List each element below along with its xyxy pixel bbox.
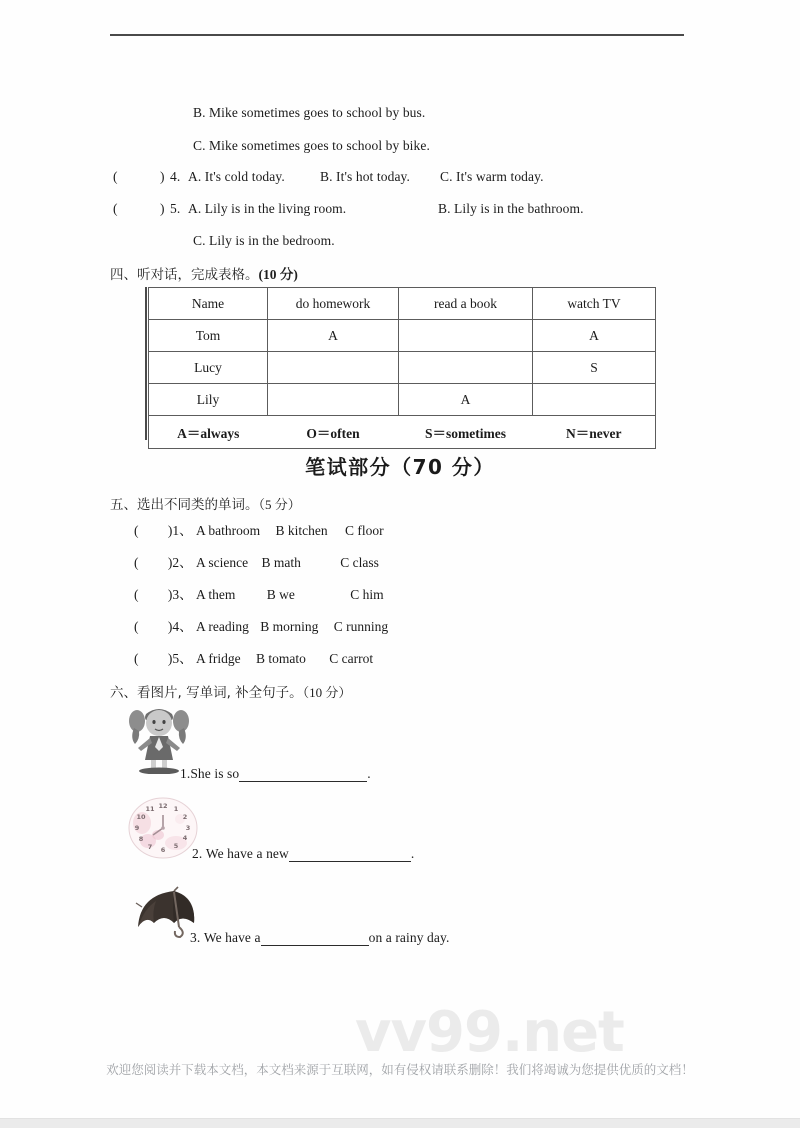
s5-item-5-number: 5、 xyxy=(172,651,193,666)
s5-item-3-number: 3、 xyxy=(172,587,193,602)
q4-number: 4. xyxy=(170,169,181,184)
page-bottom-strip xyxy=(0,1118,800,1128)
s5-item-5 xyxy=(134,647,373,667)
table-left-accent-bar xyxy=(145,287,147,440)
section-five-heading xyxy=(110,493,301,513)
clock-num-4: 4 xyxy=(182,834,188,842)
clock-num-5: 5 xyxy=(173,842,179,850)
s5-item-3-paren-open: ( xyxy=(134,587,139,602)
q5-option-b: B. Lily is in the bathroom. xyxy=(438,201,584,216)
clock-illustration-svg xyxy=(128,797,198,859)
s6-q3-sentence xyxy=(190,930,449,946)
table-legend-row xyxy=(149,416,656,449)
q5-option-c: C. Lily is in the bedroom. xyxy=(193,233,335,248)
s5-item-1-option-c[interactable]: C floor xyxy=(345,523,384,538)
s6-q3-suffix: on a rainy day. xyxy=(368,930,450,945)
clock-num-8: 8 xyxy=(138,835,144,843)
table-cell[interactable]: A xyxy=(399,384,533,416)
table-cell[interactable] xyxy=(399,352,533,384)
s6-q2-prefix: We have a new xyxy=(205,846,289,861)
s6-q2-blank[interactable] xyxy=(289,848,411,862)
s6-q3-blank[interactable] xyxy=(261,932,369,946)
s5-item-2-number: 2、 xyxy=(172,555,193,570)
s5-item-4-option-b[interactable]: B morning xyxy=(260,619,319,634)
s5-item-3-paren-close: ) xyxy=(167,587,173,602)
clock-num-9: 9 xyxy=(134,824,140,832)
homework-habits-table xyxy=(148,287,656,449)
s5-item-4-option-c[interactable]: C running xyxy=(333,619,389,634)
s5-item-1-number: 1、 xyxy=(172,523,193,538)
section-five-heading-text: 五、选出不同类的单词。 xyxy=(110,497,259,513)
q4-paren-close: ) xyxy=(160,169,165,184)
s6-q2-number: 2. xyxy=(192,846,203,861)
s5-item-3 xyxy=(134,583,384,603)
table-header-cell: watch TV xyxy=(533,288,656,320)
section-five-points: （5 分） xyxy=(258,497,301,512)
table-row xyxy=(149,384,656,416)
table-cell[interactable] xyxy=(399,320,533,352)
s5-item-1 xyxy=(134,519,384,539)
s5-item-3-option-c[interactable]: C him xyxy=(350,587,384,602)
table-cell[interactable]: A xyxy=(533,320,656,352)
clock-illustration xyxy=(128,797,198,859)
table-cell[interactable]: A xyxy=(268,320,399,352)
table-cell[interactable] xyxy=(533,384,656,416)
table-cell: Tom xyxy=(149,320,268,352)
s5-item-2 xyxy=(134,551,379,571)
clock-num-10: 10 xyxy=(136,813,146,821)
footer-disclaimer: 欢迎您阅读并下载本文档，本文档来源于互联网，如有侵权请联系删除！我们将竭诚为您提供优质的文档！ xyxy=(106,1062,694,1077)
girl-illustration-svg xyxy=(128,704,190,774)
s5-item-1-option-b[interactable]: B kitchen xyxy=(275,523,328,538)
table-header-cell: do homework xyxy=(268,288,399,320)
s5-item-2-paren-open: ( xyxy=(134,555,139,570)
q5-number: 5. xyxy=(170,201,181,216)
s5-item-3-option-b[interactable]: B we xyxy=(266,587,295,602)
section-four-points: (10 分) xyxy=(258,267,298,282)
s6-q3-prefix: We have a xyxy=(203,930,261,945)
q5-paren-open: ( xyxy=(113,201,118,216)
q4-option-a: A. It's cold today. xyxy=(188,169,285,184)
s5-item-4-paren-close: ) xyxy=(167,619,173,634)
listening-option-c: C. Mike sometimes goes to school by bike. xyxy=(193,138,430,153)
girl-illustration xyxy=(128,704,190,774)
table-row xyxy=(149,352,656,384)
legend-cell: S＝sometimes xyxy=(399,416,533,449)
s5-item-3-option-a[interactable]: A them xyxy=(196,587,236,602)
q5-option-a: A. Lily is in the living room. xyxy=(188,201,347,216)
s6-q3-number: 3. xyxy=(190,930,201,945)
s5-item-5-option-b[interactable]: B tomato xyxy=(256,651,306,666)
clock-num-6: 6 xyxy=(160,846,166,854)
section-four-heading xyxy=(110,263,298,283)
section-six-heading-text: 六、看图片, 写单词, 补全句子。 xyxy=(110,685,303,701)
s5-item-4-paren-open: ( xyxy=(134,619,139,634)
table-header-cell: Name xyxy=(149,288,268,320)
table-cell[interactable]: S xyxy=(533,352,656,384)
q4-option-c: C. It's warm today. xyxy=(440,169,544,184)
s5-item-5-option-a[interactable]: A fridge xyxy=(196,651,241,666)
s6-q1-sentence xyxy=(180,766,371,782)
s6-q2-suffix: . xyxy=(410,846,415,861)
s5-item-5-option-c[interactable]: C carrot xyxy=(329,651,374,666)
s6-q1-blank[interactable] xyxy=(239,768,367,782)
s5-item-5-paren-open: ( xyxy=(134,651,139,666)
clock-num-12: 12 xyxy=(158,802,168,810)
s5-item-5-paren-close: ) xyxy=(167,651,173,666)
table-cell[interactable] xyxy=(268,384,399,416)
s6-q1-prefix: She is so xyxy=(190,766,240,781)
s5-item-2-option-b[interactable]: B math xyxy=(261,555,301,570)
listening-option-b: B. Mike sometimes goes to school by bus. xyxy=(193,105,426,120)
s5-item-4-option-a[interactable]: A reading xyxy=(196,619,249,634)
table-cell[interactable] xyxy=(268,352,399,384)
table-header-row xyxy=(149,288,656,320)
section-six-heading xyxy=(110,681,351,701)
table-row xyxy=(149,320,656,352)
s6-q1-number: 1. xyxy=(180,766,191,781)
section-six-points: （10 分） xyxy=(302,685,352,700)
s5-item-1-paren-close: ) xyxy=(167,523,173,538)
section-four-heading-text: 四、听对话，完成表格。 xyxy=(110,267,259,283)
table-cell: Lily xyxy=(149,384,268,416)
clock-num-3: 3 xyxy=(185,824,191,832)
header-divider xyxy=(110,34,684,36)
site-watermark: vv99.net xyxy=(355,1000,624,1065)
clock-num-7: 7 xyxy=(147,843,153,851)
written-part-title: 笔试部分（70 分） xyxy=(305,455,495,479)
s6-q1-suffix: . xyxy=(367,766,371,781)
legend-cell: N＝never xyxy=(533,416,656,449)
clock-num-1: 1 xyxy=(173,805,179,813)
s5-item-4-number: 4、 xyxy=(172,619,193,634)
q5-paren-close: ) xyxy=(160,201,165,216)
s5-item-2-paren-close: ) xyxy=(167,555,173,570)
s6-q2-sentence xyxy=(192,846,414,862)
clock-num-2: 2 xyxy=(182,813,188,821)
s5-item-1-option-a[interactable]: A bathroom xyxy=(196,523,261,538)
s5-item-2-option-a[interactable]: A science xyxy=(196,555,249,570)
legend-cell: A＝always xyxy=(149,416,268,449)
s5-item-1-paren-open: ( xyxy=(134,523,139,538)
table-cell: Lucy xyxy=(149,352,268,384)
clock-num-11: 11 xyxy=(145,805,155,813)
table-header-cell: read a book xyxy=(399,288,533,320)
s5-item-2-option-c[interactable]: C class xyxy=(340,555,379,570)
q4-paren-open: ( xyxy=(113,169,118,184)
q4-option-b: B. It's hot today. xyxy=(320,169,410,184)
legend-cell: O＝often xyxy=(268,416,399,449)
s5-item-4 xyxy=(134,615,388,635)
